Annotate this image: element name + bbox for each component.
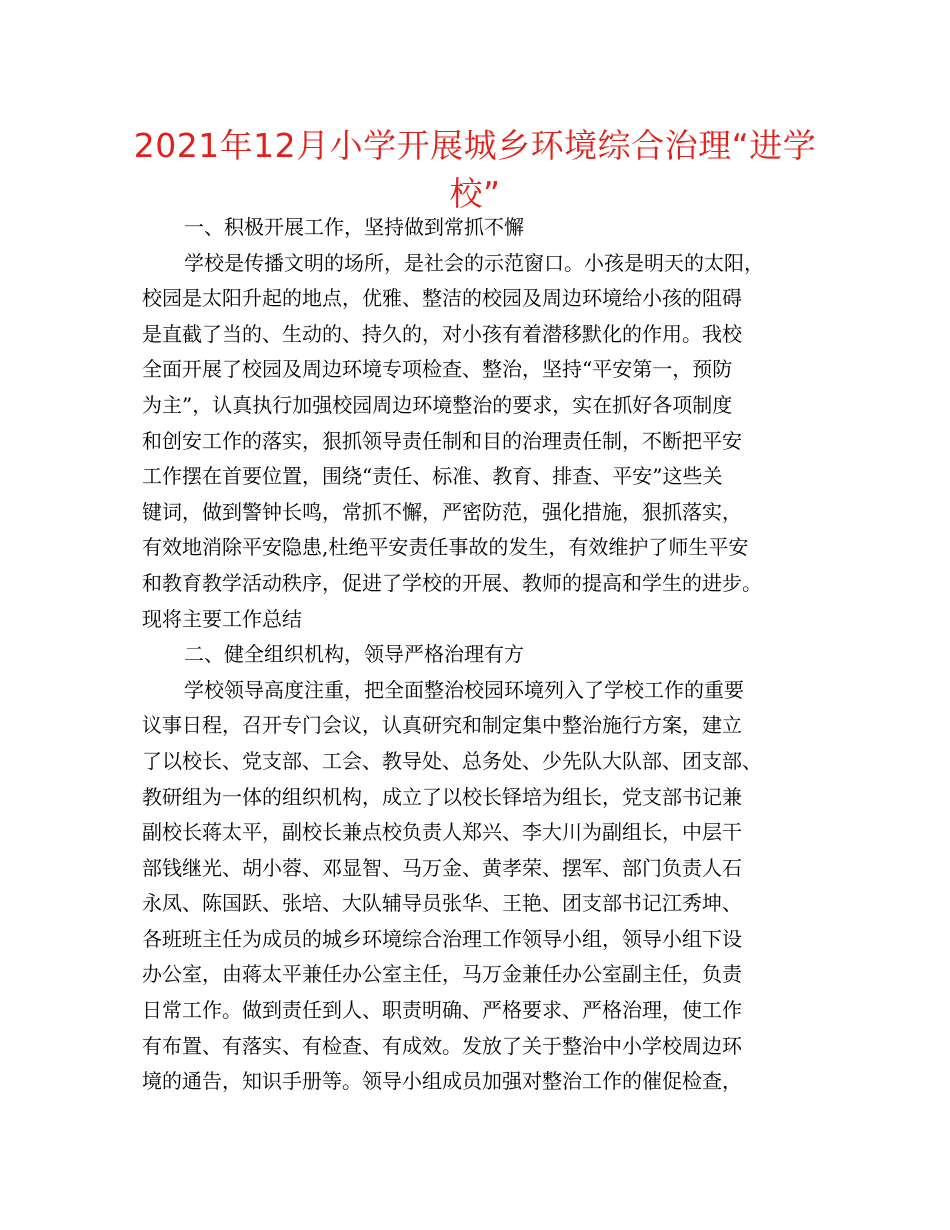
paragraph-line: 有效地消除平安隐患,杜绝平安责任事故的发生，有效维护了师生平安 — [142, 535, 749, 560]
paragraph-line: 部钱继光、胡小蓉、邓显智、马万金、黄孝荣、摆军、部门负责人石 — [142, 855, 742, 880]
paragraph-line: 学校是传播文明的场所，是社会的示范窗口。小孩是明天的太阳， — [184, 250, 764, 275]
paragraph-line: 境的通告，知识手册等。领导小组成员加强对整治工作的催促检查， — [142, 1069, 742, 1094]
document-title: 2021年12月小学开展城乡环境综合治理“进学校” — [133, 126, 817, 213]
paragraph-line: 现将主要工作总结 — [142, 606, 302, 631]
paragraph-line: 和教育教学活动秩序，促进了学校的开展、教师的提高和学生的进步。 — [142, 570, 762, 595]
paragraph-line: 有布置、有落实、有检查、有成效。发放了关于整治中小学校周边环 — [142, 1033, 742, 1058]
paragraph-line: 日常工作。做到责任到人、职责明确、严格要求、严格治理，使工作 — [142, 998, 742, 1023]
paragraph-line: 二、健全组织机构，领导严格治理有方 — [184, 642, 524, 667]
paragraph-line: 议事日程，召开专门会议，认真研究和制定集中整治施行方案，建立 — [142, 713, 742, 738]
paragraph-line: 全面开展了校园及周边环境专项检查、整治，坚持“平安第一，预防 — [142, 357, 733, 382]
paragraph-line: 是直截了当的、生动的、持久的，对小孩有着潜移默化的作用。我校 — [142, 321, 742, 346]
paragraph-line: 副校长蒋太平，副校长兼点校负责人郑兴、李大川为副组长，中层干 — [142, 820, 742, 845]
paragraph-line: 各班班主任为成员的城乡环境综合治理工作领导小组，领导小组下设 — [142, 926, 742, 951]
paragraph-line: 校园是太阳升起的地点，优雅、整洁的校园及周边环境给小孩的阻碍 — [142, 286, 742, 311]
paragraph-line: 和创安工作的落实，狠抓领导责任制和目的治理责任制，不断把平安 — [142, 428, 742, 453]
paragraph-line: 办公室，由蒋太平兼任办公室主任，马万金兼任办公室副主任，负责 — [142, 962, 742, 987]
paragraph-line: 键词，做到警钟长鸣，常抓不懈，严密防范，强化措施，狠抓落实， — [142, 499, 742, 524]
paragraph-line: 工作摆在首要位置，围绕“责任、标准、教育、排查、平安”这些关 — [142, 464, 723, 489]
paragraph-line: 了以校长、党支部、工会、教导处、总务处、少先队大队部、团支部、 — [142, 748, 762, 773]
paragraph-line: 教研组为一体的组织机构，成立了以校长铎培为组长，党支部书记兼 — [142, 784, 742, 809]
paragraph-line: 学校领导高度注重，把全面整治校园环境列入了学校工作的重要 — [184, 677, 744, 702]
paragraph-line: 一、积极开展工作，坚持做到常抓不懈 — [184, 215, 524, 239]
paragraph-line: 为主”，认真执行加强校园周边环境整治的要求，实在抓好各项制度 — [142, 392, 733, 417]
paragraph-line: 永凤、陈国跃、张培、大队辅导员张华、王艳、团支部书记江秀坤、 — [142, 891, 742, 916]
document-body — [142, 210, 832, 1100]
